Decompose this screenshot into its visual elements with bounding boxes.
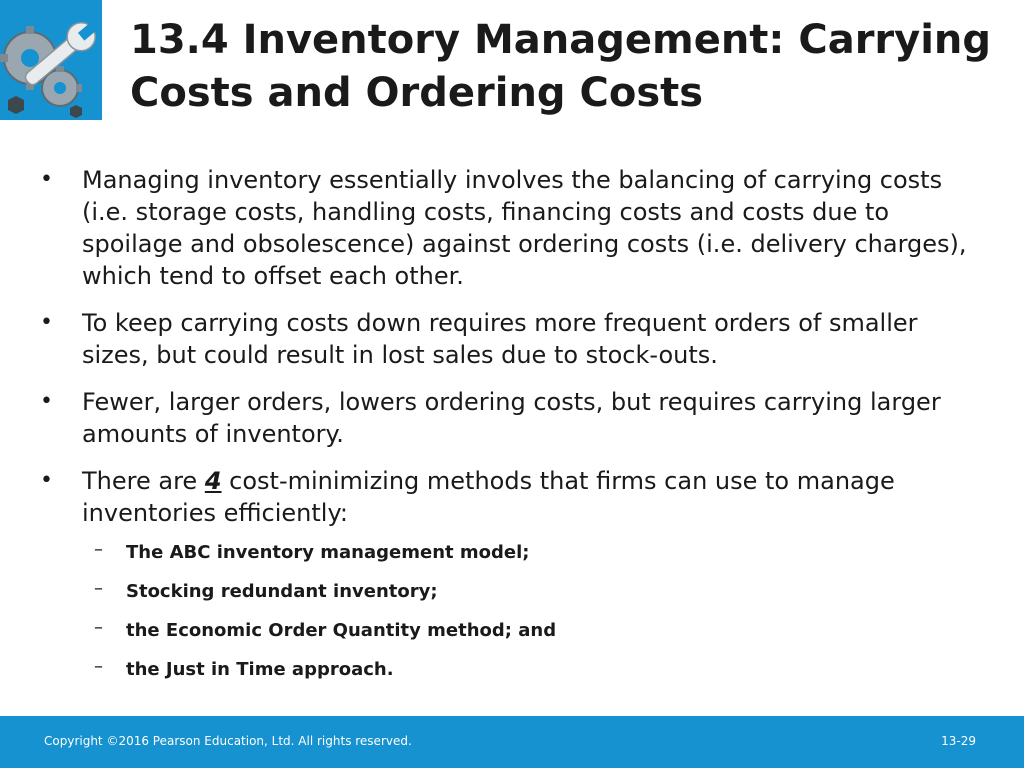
sub-text: the Just in Time approach. (126, 659, 394, 680)
bullet-item (40, 164, 990, 292)
wrench-gear-icon (0, 0, 102, 120)
sub-item (82, 619, 990, 643)
sub-marker: – (94, 656, 103, 677)
sub-list (82, 541, 990, 682)
bullet-item (40, 386, 990, 450)
sub-item (82, 658, 990, 682)
bullet-marker: • (40, 167, 53, 192)
page-number: 13-29 (941, 734, 976, 748)
bullet-marker: • (40, 310, 53, 335)
sub-text: The ABC inventory management model; (126, 542, 530, 563)
sub-item (82, 580, 990, 604)
bullet-item (40, 465, 990, 682)
bullet-text-before: There are (82, 467, 205, 495)
slide-title: 13.4 Inventory Management: Carrying Costs and Ordering Costs (130, 17, 992, 116)
method-count: 4 (204, 467, 222, 495)
bullet-text-after: cost-minimizing methods that firms can use to manage inventories efficiently: (82, 467, 895, 527)
sub-text: Stocking redundant inventory; (126, 581, 438, 602)
bullet-marker: • (40, 389, 53, 414)
sub-text: the Economic Order Quantity method; and (126, 620, 557, 641)
bullet-text (82, 467, 895, 527)
bullet-text: Managing inventory essentially involves the balancing of carrying costs (i.e. storage costs, handling costs, financing costs and costs due to spoilage and obsolescence) against ordering costs (i.e. delivery charges), which tend to offset each other. (82, 166, 967, 290)
bullet-item (40, 307, 990, 371)
bullet-text: Fewer, larger orders, lowers ordering costs, but requires carrying larger amounts of inventory. (82, 388, 941, 448)
sub-marker: – (94, 539, 103, 560)
sub-item (82, 541, 990, 565)
bullet-marker: • (40, 468, 53, 493)
sub-marker: – (94, 617, 103, 638)
footer-bar (0, 716, 1024, 768)
copyright-text: Copyright ©2016 Pearson Education, Ltd. All rights reserved. (44, 734, 412, 748)
bullet-text: To keep carrying costs down requires more frequent orders of smaller sizes, but could result in lost sales due to stock-outs. (82, 309, 918, 369)
bullet-list (40, 164, 990, 697)
sub-marker: – (94, 578, 103, 599)
